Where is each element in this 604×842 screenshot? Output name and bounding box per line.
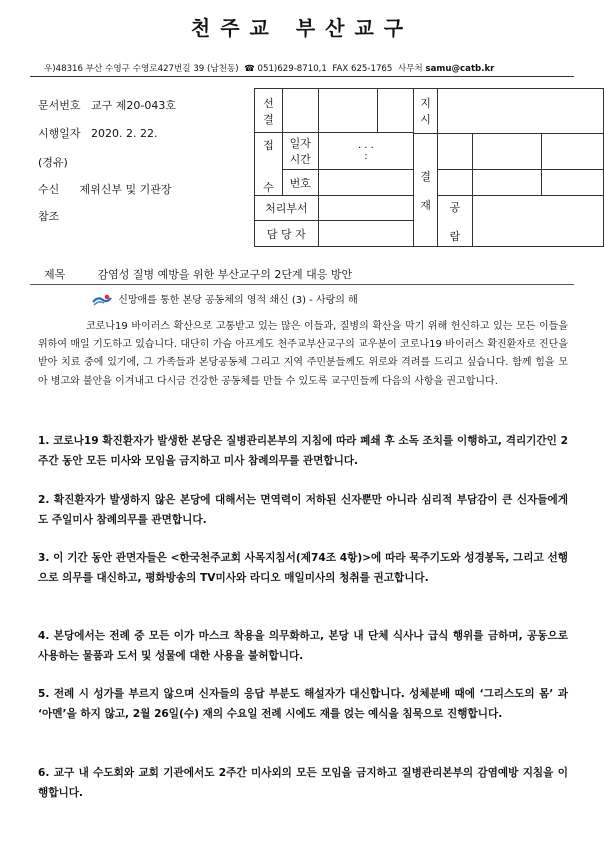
approval-blank [318,221,413,247]
list-item: 2. 확진환자가 발생하지 않은 본당에 대해서는 면역력이 저하된 신자뿐만 아니라 심리적 부담감이 큰 신자들에게도 주일미사 참례의무를 관면합니다. [38,494,568,526]
date-label: 시행일자 [38,127,81,140]
phone: ☎ 051)629-8710,1 [244,64,327,74]
officer-label: 담 당 자 [255,221,319,247]
reference-label: 참조 [38,210,60,223]
seongyeol-cell: 선 결 [255,89,283,133]
subheading [92,291,358,306]
document-title: 천주교 부산교구 [190,16,414,40]
subject-label: 제목 [44,268,66,281]
subject-text: 감염성 질병 예방을 위한 부산교구의 2단계 대응 방안 [97,268,353,281]
approval-blank [378,89,414,133]
email: samu@catb.kr [425,64,495,74]
via-label: (경유) [38,156,68,169]
approval-blank [542,134,604,170]
address: 우)48316 부산 수영구 수영로427번길 39 (남천동) [44,64,239,74]
approval-blank [472,170,542,196]
date-row [38,125,158,141]
subject-divider [30,284,574,285]
approval-blank [318,170,413,196]
doc-number-row [38,97,176,113]
recipient-row [38,181,172,197]
approval-blank [437,170,472,196]
jeopsu-cell: 접 수 [255,133,283,196]
approval-blank [318,89,378,133]
department-label: 처리부서 [255,196,319,221]
approval-blank [318,196,413,221]
list-item: 5. 전례 시 성가를 부르지 않으며 신자들의 응답 부분도 해설자가 대신합니다. 성체분배 때에 ‘그리스도의 몸’ 과 ‘아멘’을 하지 않고, 2월 26일(수) 재의 수요일 전례 시에도 재를 얹는 예식을 침묵으로 진행합니다. [38,688,568,720]
approval-blank [282,89,318,133]
approval-blank [472,196,603,247]
instruction-area [437,89,603,134]
subheading-text: 신망애를 통한 본당 공동체의 영적 쇄신 (3) - 사랑의 해 [118,295,358,306]
approval-blank [542,170,604,196]
gongram-cell: 공 람 [437,196,472,247]
doc-number-label: 문서번호 [38,99,81,112]
fax: FAX 625-1765 [332,64,393,74]
approval-table [254,88,604,247]
intro-paragraph: 코로나19 바이러스 확산으로 고통받고 있는 많은 이들과, 질병의 확산을 막기 위해 헌신하고 있는 모든 이들을 위하여 매일 기도하고 있습니다. 대단히 가슴 아프게도 천주교부산교구의 교우분이 코로나19 바이러스 확진환자로 진단을 받아 치료 중에 있기에, 그 가족들과 본당공동체 그리고 지역 주민분들께도 위로와 격려를 드리고 싶습니다. 함께 힘을 모아 병고와 불안을 이겨내고 다시금 건강한 공동체를 만들 수 있도록 교구민들께 다음의 사항을 권고합니다. [38,321,568,387]
ilja-sigan-value: . . . : [318,133,413,170]
list-item: 4. 본당에서는 전례 중 모든 이가 마스크 착용을 의무화하고, 본당 내 단체 식사나 급식 행위를 금하며, 공동으로 사용하는 물품과 도서 및 성물에 대한 사용을 불허합니다. [38,630,568,662]
approval-blank [437,134,472,170]
doc-number: 교구 제20-043호 [91,99,176,112]
recipient-label: 수신 [38,183,60,196]
date: 2020. 2. 22. [91,127,158,140]
diocese-logo-icon [92,294,112,306]
approval-blank [472,134,542,170]
jisi-cell: 지 시 [414,89,438,134]
header-divider [30,76,574,77]
address-line [44,62,494,74]
list-item: 1. 코로나19 확진환자가 발생한 본당은 질병관리본부의 지침에 따라 폐쇄 후 소독 조치를 이행하고, 격리기간인 2주간 동안 모든 미사와 모임을 금지하고 미사 참례의무를 관면합니다. [38,435,568,467]
list-item: 3. 이 기간 동안 관면자들은 <한국천주교회 사목지침서(제74조 4항)>에 따라 묵주기도와 성경봉독, 그리고 선행으로 의무를 대신하고, 평화방송의 TV미사와 라디오 매일미사의 청취를 권고합니다. [38,552,568,584]
recipient: 제위신부 및 기관장 [79,183,172,196]
office-label: 사무처 [397,64,423,74]
list-item: 6. 교구 내 수도회와 교회 기관에서도 2주간 미사외의 모든 모임을 금지하고 질병관리본부의 감염예방 지침을 이행합니다. [38,767,568,799]
gyeoljae-cell: 결 재 [414,134,438,247]
subject-row [44,266,352,282]
beonho-label: 번호 [282,170,318,196]
ilja-sigan-label: 일자 시간 [282,133,318,170]
